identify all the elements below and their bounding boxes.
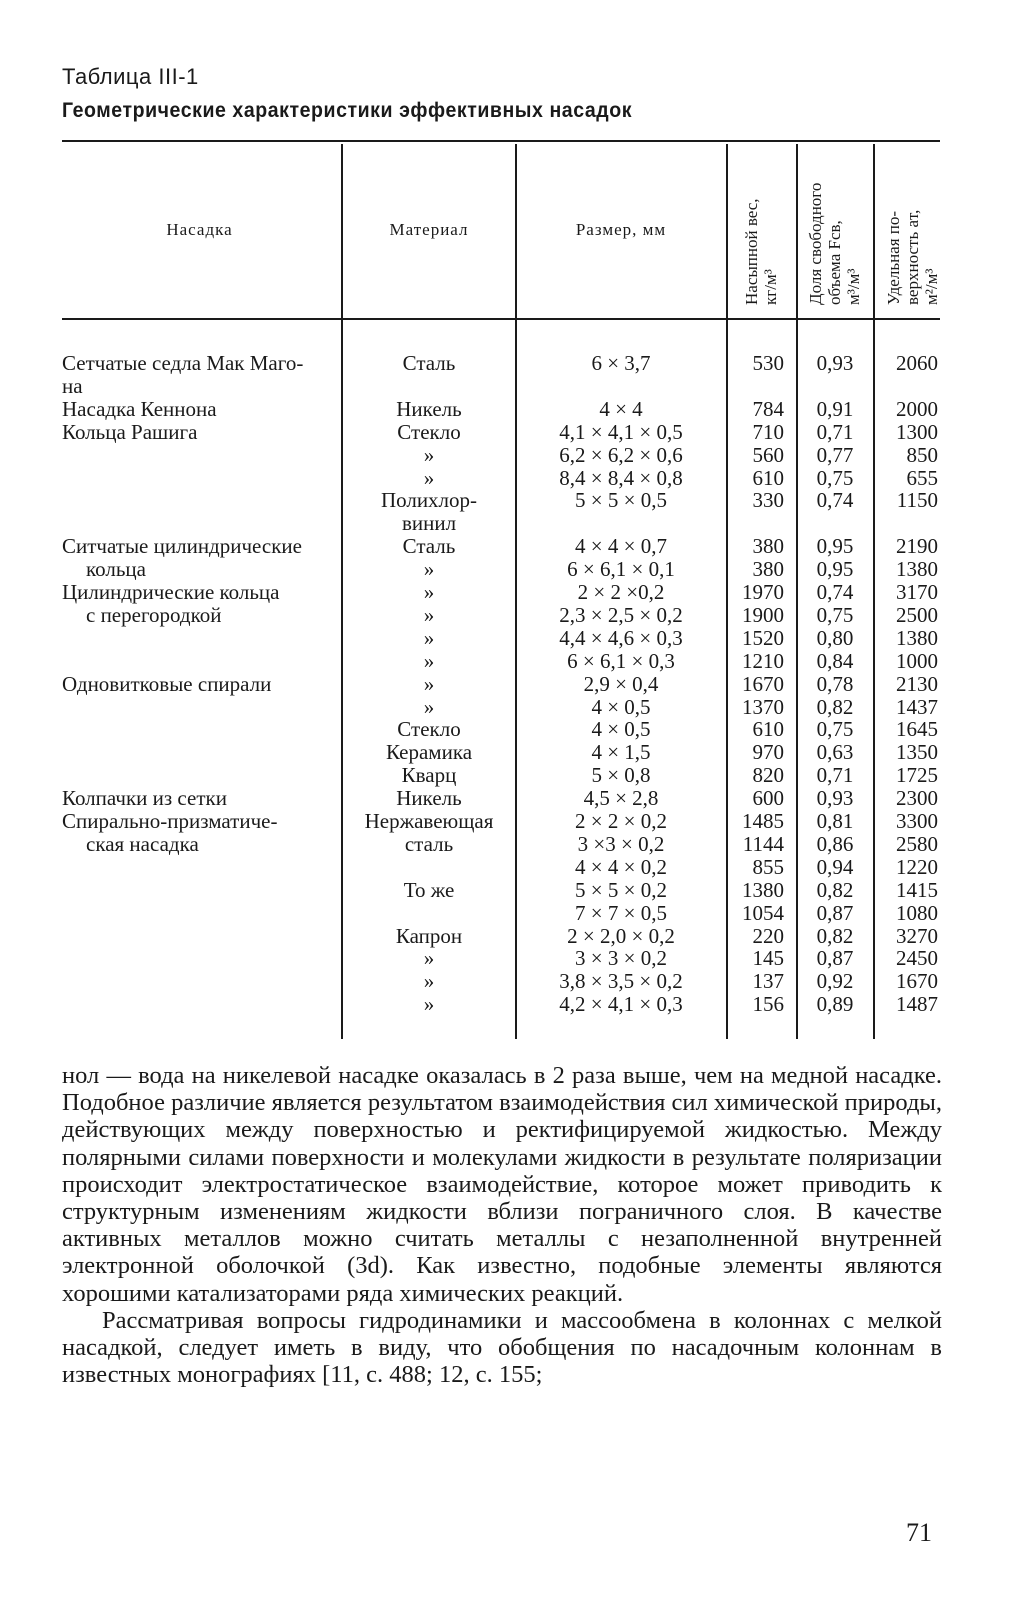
row-bulk-weight: 1485: [742, 809, 784, 833]
row-material: »: [423, 442, 435, 467]
row-size: 6,2 × 6,2 × 0,6: [559, 442, 683, 467]
row-bulk-weight: 145: [752, 946, 784, 971]
row-material: »: [423, 992, 435, 1017]
row-bulk-weight: 380: [752, 557, 784, 582]
row-free-volume: 0,81: [816, 809, 854, 833]
row-bulk-weight: 1144: [742, 831, 784, 856]
row-surface: 1220: [896, 854, 938, 879]
row-surface: 1380: [896, 557, 938, 582]
row-surface: 1300: [896, 419, 938, 444]
row-surface: 2580: [896, 831, 938, 856]
row-size: 4 × 4: [599, 396, 643, 421]
row-free-volume: 0,94: [816, 854, 854, 879]
row-size: 3 × 3 × 0,2: [575, 946, 667, 971]
row-bulk-weight: 1054: [742, 900, 784, 925]
row-material: Сталь: [402, 351, 456, 375]
row-surface: 2000: [896, 396, 938, 421]
header-free-volume: Доля свободного объема Fсв, м³/м³: [806, 182, 863, 305]
row-name: Насадка Кеннона: [62, 396, 217, 421]
row-bulk-weight: 560: [752, 442, 784, 467]
row-bulk-weight: 610: [752, 465, 784, 490]
row-free-volume: 0,82: [816, 694, 854, 719]
row-material: Кварц: [401, 763, 457, 788]
row-surface: 655: [906, 465, 938, 490]
row-surface: 3270: [896, 923, 938, 948]
row-material: »: [423, 602, 435, 627]
row-free-volume: 0,87: [816, 946, 854, 971]
row-size: 6 × 3,7: [591, 351, 651, 375]
row-free-volume: 0,95: [816, 534, 854, 559]
row-free-volume: 0,82: [816, 923, 854, 948]
row-free-volume: 0,63: [816, 740, 854, 765]
row-size: 5 × 5 × 0,2: [575, 877, 667, 902]
table-number: Таблица III-1: [62, 64, 199, 89]
row-size: 4 × 4 × 0,2: [575, 854, 667, 879]
table-header-rule: [62, 318, 940, 320]
row-surface: 2450: [896, 946, 938, 971]
table-title: Геометрические характеристики эффективных насадок: [62, 99, 633, 122]
header-bulk-weight: Насыпной вес, кг/м³: [742, 198, 780, 305]
row-material: Никель: [396, 396, 462, 421]
row-material: Керамика: [385, 740, 473, 765]
row-free-volume: 0,77: [816, 442, 854, 467]
row-bulk-weight: 530: [752, 351, 784, 375]
row-material: »: [423, 671, 435, 696]
row-free-volume: 0,91: [816, 396, 854, 421]
column-divider: [796, 144, 798, 1039]
column-divider: [515, 144, 517, 1039]
row-free-volume: 0,95: [816, 557, 854, 582]
row-size: 3 ×3 × 0,2: [577, 831, 665, 856]
row-material: Никель: [396, 786, 462, 811]
row-surface: 2300: [896, 786, 938, 811]
row-material: »: [423, 625, 435, 650]
row-free-volume: 0,75: [816, 465, 854, 490]
row-material: То же: [403, 877, 455, 902]
row-size: 6 × 6,1 × 0,1: [567, 557, 675, 582]
row-bulk-weight: 710: [752, 419, 784, 444]
body-text: [62, 1062, 942, 1388]
row-size: 4 × 4 × 0,7: [575, 534, 667, 559]
row-free-volume: 0,86: [816, 831, 854, 856]
row-material: »: [423, 465, 435, 490]
row-free-volume: 0,93: [816, 786, 854, 811]
row-material: Нержавеющая: [364, 809, 494, 833]
row-material: »: [423, 694, 435, 719]
row-bulk-weight: 1520: [742, 625, 784, 650]
row-name: Ситчатые цилиндрические: [62, 534, 302, 559]
row-size: 2,3 × 2,5 × 0,2: [559, 602, 683, 627]
row-size: 5 × 0,8: [591, 763, 651, 788]
row-surface: 1487: [896, 992, 938, 1017]
row-size: 2,9 × 0,4: [583, 671, 659, 696]
row-name: Одновитковые спирали: [62, 671, 272, 696]
row-bulk-weight: 610: [752, 717, 784, 742]
row-surface: 850: [906, 442, 938, 467]
row-size: 4,2 × 4,1 × 0,3: [559, 992, 683, 1017]
row-surface: 2190: [896, 534, 938, 559]
row-size: 4 × 0,5: [591, 717, 651, 742]
row-free-volume: 0,80: [816, 625, 854, 650]
row-bulk-weight: 137: [752, 969, 784, 994]
table-top-rule: [62, 140, 940, 142]
row-size: 4,5 × 2,8: [583, 786, 659, 811]
row-surface: 2130: [896, 671, 938, 696]
row-free-volume: 0,71: [816, 763, 854, 788]
row-name: Спирально-призматиче-: [62, 809, 278, 833]
row-surface: 3170: [896, 580, 938, 604]
row-size: 8,4 × 8,4 × 0,8: [559, 465, 683, 490]
row-surface: 2060: [896, 351, 938, 375]
row-free-volume: 0,89: [816, 992, 854, 1017]
row-material: »: [423, 969, 435, 994]
row-size: 2 × 2 ×0,2: [577, 580, 665, 604]
row-surface: 1080: [896, 900, 938, 925]
page-number: 71: [906, 1518, 932, 1547]
row-bulk-weight: 1370: [742, 694, 784, 719]
row-bulk-weight: 784: [752, 396, 784, 421]
row-free-volume: 0,82: [816, 877, 854, 902]
row-size: 3,8 × 3,5 × 0,2: [559, 969, 683, 994]
row-free-volume: 0,93: [816, 351, 854, 375]
paragraph: нол — вода на никелевой насадке оказалась в 2 раза выше, чем на медной насадке. Подобное различие является результатом взаимодействия сил химической природы, действующих между поверхностью и ректифицируемой жидкостью. Между полярными силами поверхности и молекулами жидкости в результате поляризации происходит электростатическое взаимодействие, которое может приводить к структурным изменениям жидкости вблизи пограничного слоя. В качестве активных металлов можно считать металлы с незаполненной внутренней электронной оболочкой (3d). Как известно, подобные элементы являются хорошими катализаторами ряда химических реакций.: [62, 1062, 942, 1307]
row-free-volume: 0,87: [816, 900, 854, 925]
paragraph: Рассматривая вопросы гидродинамики и массообмена в колоннах с мелкой насадкой, следует иметь в виду, что обобщения по насадочным колоннам в известных монографиях [11, с. 488; 12, с. 155;: [62, 1306, 942, 1389]
row-free-volume: 0,78: [816, 671, 854, 696]
row-material: винил: [401, 511, 457, 536]
row-name: с перегородкой: [86, 602, 222, 627]
row-size: 2 × 2 × 0,2: [575, 809, 667, 833]
row-free-volume: 0,74: [816, 580, 854, 604]
row-surface: 1725: [896, 763, 938, 788]
header-size: Размер, мм: [575, 220, 667, 239]
row-name: ская насадка: [86, 831, 199, 856]
row-size: 6 × 6,1 × 0,3: [567, 648, 675, 673]
row-name: Кольца Рашига: [62, 419, 198, 444]
row-size: 5 × 5 × 0,5: [575, 488, 667, 513]
row-size: 4 × 0,5: [591, 694, 651, 719]
row-surface: 1150: [896, 488, 938, 513]
row-size: 7 × 7 × 0,5: [575, 900, 667, 925]
row-free-volume: 0,75: [816, 717, 854, 742]
row-bulk-weight: 156: [752, 992, 784, 1017]
row-surface: 3300: [896, 809, 938, 833]
row-bulk-weight: 820: [752, 763, 784, 788]
row-material: Полихлор-: [380, 488, 478, 513]
row-surface: 1415: [896, 877, 938, 902]
row-free-volume: 0,75: [816, 602, 854, 627]
row-surface: 1437: [896, 694, 938, 719]
header-material: Материал: [389, 220, 469, 239]
row-material: »: [423, 648, 435, 673]
row-bulk-weight: 855: [752, 854, 784, 879]
row-material: Стекло: [397, 419, 461, 444]
row-name: Сетчатые седла Мак Маго-: [62, 351, 304, 375]
column-divider: [873, 144, 875, 1039]
row-bulk-weight: 330: [752, 488, 784, 513]
row-size: 2 × 2,0 × 0,2: [567, 923, 675, 948]
row-bulk-weight: 380: [752, 534, 784, 559]
row-surface: 1645: [896, 717, 938, 742]
row-bulk-weight: 970: [752, 740, 784, 765]
row-free-volume: 0,92: [816, 969, 854, 994]
row-material: »: [423, 580, 435, 604]
row-bulk-weight: 220: [752, 923, 784, 948]
row-bulk-weight: 1970: [742, 580, 784, 604]
header-surface: Удельная по- верхность aт, м²/м³: [884, 209, 941, 305]
column-divider: [341, 144, 343, 1039]
header-nasadka: Насадка: [166, 220, 233, 239]
row-free-volume: 0,74: [816, 488, 854, 513]
row-surface: 1350: [896, 740, 938, 765]
row-free-volume: 0,84: [816, 648, 854, 673]
row-surface: 1670: [896, 969, 938, 994]
row-name: Колпачки из сетки: [62, 786, 227, 811]
row-bulk-weight: 1210: [742, 648, 784, 673]
row-material: Сталь: [402, 534, 456, 559]
row-material: »: [423, 946, 435, 971]
row-surface: 2500: [896, 602, 938, 627]
row-material: Капрон: [395, 923, 463, 948]
row-size: 4 × 1,5: [591, 740, 651, 765]
row-surface: 1000: [896, 648, 938, 673]
row-free-volume: 0,71: [816, 419, 854, 444]
row-bulk-weight: 1900: [742, 602, 784, 627]
row-bulk-weight: 600: [752, 786, 784, 811]
row-material: »: [423, 557, 435, 582]
row-surface: 1380: [896, 625, 938, 650]
row-name: Цилиндрические кольца: [62, 580, 280, 604]
row-material: сталь: [404, 831, 454, 856]
row-name: на: [62, 373, 83, 398]
row-bulk-weight: 1670: [742, 671, 784, 696]
row-size: 4,4 × 4,6 × 0,3: [559, 625, 683, 650]
row-material: Стекло: [397, 717, 461, 742]
row-size: 4,1 × 4,1 × 0,5: [559, 419, 683, 444]
row-bulk-weight: 1380: [742, 877, 784, 902]
row-name: кольца: [86, 557, 146, 582]
